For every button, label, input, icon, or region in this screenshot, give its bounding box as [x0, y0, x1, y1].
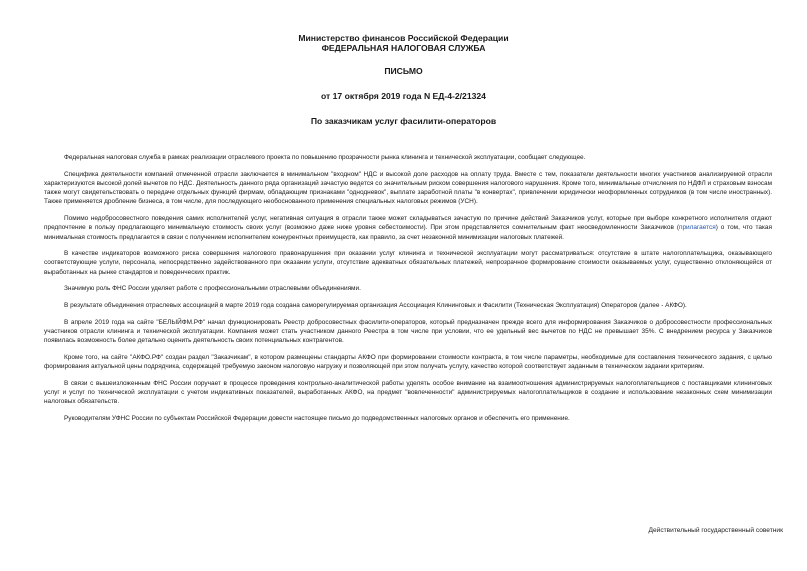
paragraph-instruction: В связи с вышеизложенным ФНС России поручает в процессе проведения контрольно-аналитической работы уделять особое внимание на взаимоотношения администрируемых налогоплательщиков с поставщиками клининговых услуг и услуг по технической эксплуатации с учетом индикативных показателей, выработанных АКФО, на предмет "вовлеченности" администрируемых налогоплательщиков в создание и использование незаконных схем минимизации налоговых обязательств. [44, 379, 772, 406]
paragraph-akfo-site: Кроме того, на сайте "АКФО.РФ" создан раздел "Заказчикам", в котором размещены стандарты АКФО при формировании стоимости контракта, в том числе параметры, необходимые для составления технического задания, с целью формирования актуальной цены подрядчика, содержащей требуемую законом налоговую нагрузку и позволяющей при этом получать услугу, качество которой соответствует заданным в техническом задании критериям. [44, 353, 772, 370]
service-name: ФЕДЕРАЛЬНАЯ НАЛОГОВАЯ СЛУЖБА [321, 43, 486, 53]
paragraph-akfo-creation: В результате объединения отраслевых ассоциаций в марте 2019 года создана саморегулируемая организация Ассоциация Клининговых и Фасилити (Техническая Эксплуатация) Операторов (далее - АКФО). [64, 301, 687, 309]
attachment-link[interactable]: прилагается [678, 224, 716, 232]
signature-title: Действительный государственный советник [648, 527, 783, 534]
document-date-number: от 17 октября 2019 года N ЕД-4-2/21324 [321, 91, 486, 101]
document-subject: По заказчикам услуг фасилити-операторов [310, 116, 497, 126]
paragraph-associations-role: Значимую роль ФНС России уделяет работе с профессиональными отраслевыми объединениями. [64, 285, 361, 293]
paragraph-customers-text-end: ) о том, что такая минимальная стоимость предлагается в связи с получением исполнителем конкурентных преимуществ, как правило, за счет незаконной минимизации налоговых платежей. [44, 224, 772, 241]
paragraph-customers [44, 214, 772, 242]
letter-body [44, 153, 772, 430]
document-type: ПИСЬМО [384, 66, 423, 76]
ministry-name: Министерство финансов Российской Федерации [298, 33, 509, 43]
paragraph-risk-indicators: В качестве индикаторов возможного риска совершения налогового правонарушения при оказании услуг клининга и технической эксплуатации могут рассматриваться: отсутствие в штате налогоплательщика, оказывающего соответствующие услуги, персонала, непосредственно задействованного при оказании услуги, отсутствие адекватных обязательных платежей, непрозрачное формирование стоимости оказываемых услуг, существенно отклоняющейся от выработанных на рынке стандартов и поведенческих практик. [44, 250, 772, 276]
paragraph-customers-text-start: Помимо недобросовестного поведения самих исполнителей услуг, негативная ситуация в отрасли также может складываться зачастую по причине действий Заказчиков услуг, которые при выборе конкретного исполнителя отдают предпочтение в пользу предлагающего минимальную стоимость своих услуг (возможно даже ниже уровня себестоимости). При этом представляется сомнительным факт неосведомленности Заказчиков ( [44, 215, 772, 232]
paragraph-intro: Федеральная налоговая служба в рамках реализации отраслевого проекта по повышению прозрачности рынка клининга и технической эксплуатации, сообщает следующее. [64, 154, 586, 161]
paragraph-industry-specifics: Специфика деятельности компаний отмеченной отрасли заключается в минимальном "входном" НДС и высокой доле расходов на оплату труда. Вместе с тем, показатели деятельности многих участников анализируемой отрасли характеризуются высокой долей вычетов по НДС. Деятельность данного ряда организаций зачастую ведется со значительным риском совершения налогового нарушения. Кроме того, минимальные отчисления по НДФЛ и страховым взносам также могут свидетельствовать о передаче отдельных функций фирмам, обладающим признаками "однодневок", выплате заработной платы "в конвертах", привлечении юридически неоформленных сотрудников (в том числе иностранных). Также применяется дробление бизнеса, в том числе, для последующего необоснованного применения специальных налоговых режимов (УСН). [44, 170, 772, 206]
paragraph-registry: В апреле 2019 года на сайте "БЕЛЫЙФМ.РФ" начал функционировать Реестр добросовестных фасилити-операторов, который предназначен прежде всего для информирования Заказчиков о добросовестности профессиональных участников отрасли клининга и технической эксплуатации. Компания может стать участником данного Реестра в том числе при условии, что ее удельный вес вычетов по НДС не превышает 35%. С внедрением ресурса у Заказчиков появилась возможность более детально оценить деятельность своих потенциальных контрагентов. [44, 318, 772, 345]
paragraph-heads-directive: Руководителям УФНС России по субъектам Российской Федерации довести настоящее письмо до подведомственных налоговых органов и обеспечить его применение. [64, 414, 570, 422]
